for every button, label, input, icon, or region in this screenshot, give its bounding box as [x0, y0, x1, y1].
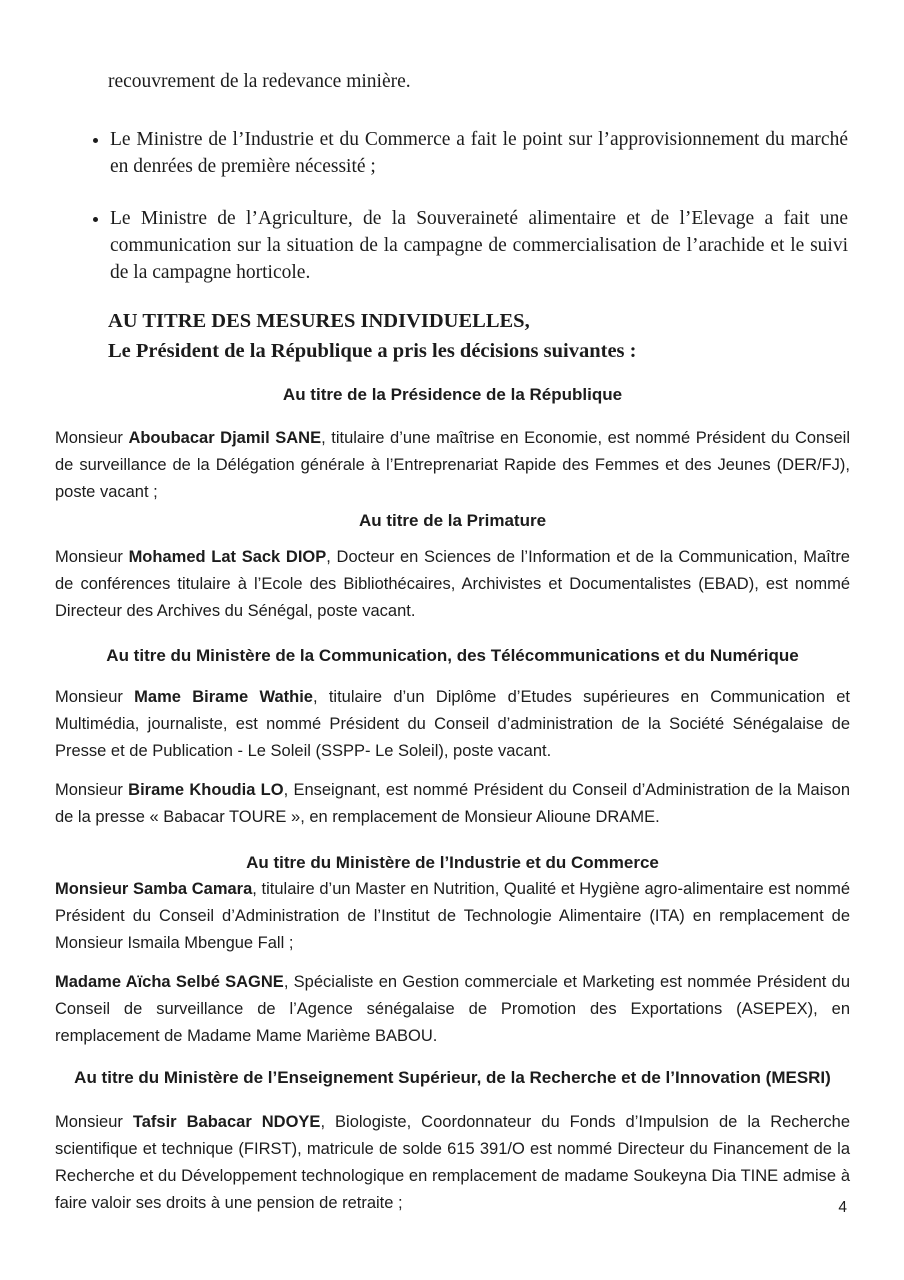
list-item: • Le Ministre de l’Industrie et du Commerce a fait le point sur l’approvisionnement du marché en denrées de première nécessité ; — [110, 126, 848, 180]
minister-communications-list — [55, 126, 850, 286]
appointment-paragraph — [55, 969, 850, 1050]
appointment-paragraph — [55, 876, 850, 957]
appointee-name: Aboubacar Djamil SANE — [128, 429, 322, 447]
appointment-paragraph — [55, 1109, 850, 1217]
appointment-paragraph — [55, 777, 850, 831]
paragraph-prefix: Monsieur — [55, 429, 129, 447]
paragraph-prefix: Monsieur — [55, 548, 129, 566]
paragraph-text: , titulaire d’un Master en Nutrition, Qualité et Hygiène agro-alimentaire est nommé Président du Conseil d’Administration de l’Institut de Technologie Alimentaire (ITA) en remplacement de Monsieur Ismaila Mbengue Fall ; — [55, 880, 850, 952]
paragraph-text: , Biologiste, Coordonnateur du Fonds d’Impulsion de la Recherche scientifique et technique (FIRST), matricule de solde 615 391/O est nommé Directeur du Financement de la Recherche et du Développement technologique en remplacement de madame Soukeyna Dia TINE admise à faire valoir ses droits à une pension de retraite ; — [55, 1113, 851, 1212]
paragraph-prefix: Monsieur — [55, 1113, 133, 1131]
page-number: 4 — [838, 1199, 847, 1216]
list-item: • Le Ministre de l’Agriculture, de la Souveraineté alimentaire et de l’Elevage a fait une communication sur la situation de la campagne de commercialisation de l’arachide et le suivi de la campagne horticole. — [110, 205, 848, 286]
paragraph-prefix: Monsieur — [55, 688, 135, 706]
appointment-paragraph — [55, 544, 850, 625]
appointee-name: Birame Khoudia LO — [128, 781, 284, 799]
appointee-name: Mohamed Lat Sack DIOP — [128, 548, 327, 566]
intro-continuation-line: recouvrement de la redevance minière. — [108, 71, 411, 92]
paragraph-text: , Docteur en Sciences de l’Information et de la Communication, Maître de conférences titulaire à l’Ecole des Bibliothécaires, Archivistes et Documentalistes (EBAD), est nommé Directeur des Archives du Sénégal, poste vacant. — [55, 548, 850, 620]
paragraph-text: , titulaire d’un Diplôme d’Etudes supérieures en Communication et Multimédia, journaliste, est nommé Président du Conseil d’administration de la Société Sénégalaise de Presse et de Publication - Le Soleil (SSPP- Le Soleil), poste vacant. — [55, 688, 850, 760]
paragraph-text: , Spécialiste en Gestion commerciale et Marketing est nommée Président du Conseil de surveillance de l’Agence sénégalaise de Promotion des Exportations (ASEPEX), en remplacement de Madame Mame Marième BABOU. — [55, 973, 850, 1045]
section-heading-industrie: Au titre du Ministère de l’Industrie et du Commerce — [246, 853, 659, 872]
measures-header-line1: AU TITRE DES MESURES INDIVIDUELLES, — [108, 310, 530, 332]
appointee-name: Tafsir Babacar NDOYE — [132, 1113, 321, 1131]
section-heading-presidence: Au titre de la Présidence de la République — [282, 385, 623, 404]
paragraph-text: , titulaire d’une maîtrise en Economie, est nommé Président du Conseil de surveillance de la Délégation générale à l’Entreprenariat Rapide des Femmes et des Jeunes (DER/FJ), poste vacant ; — [55, 429, 850, 501]
measures-header-line2: Le Président de la République a pris les décisions suivantes : — [108, 340, 637, 362]
appointment-paragraph — [55, 425, 850, 506]
appointee-name: Mame Birame Wathie — [134, 688, 313, 706]
appointee-name: Monsieur Samba Camara — [55, 880, 253, 898]
section-heading-primature: Au titre de la Primature — [358, 511, 547, 530]
section-heading-mesri: Au titre du Ministère de l’Enseignement Supérieur, de la Recherche et de l’Innovation (MESRI) — [74, 1068, 831, 1087]
paragraph-text: , Enseignant, est nommé Président du Conseil d’Administration de la Maison de la presse « Babacar TOURE », en remplacement de Monsieur Alioune DRAME. — [55, 781, 850, 826]
appointment-paragraph — [55, 684, 850, 765]
appointee-name: Madame Aïcha Selbé SAGNE — [55, 973, 284, 991]
individual-measures-header — [108, 306, 850, 366]
section-heading-communication: Au titre du Ministère de la Communication, des Télécommunications et du Numérique — [106, 646, 799, 665]
paragraph-prefix: Monsieur — [55, 781, 129, 799]
